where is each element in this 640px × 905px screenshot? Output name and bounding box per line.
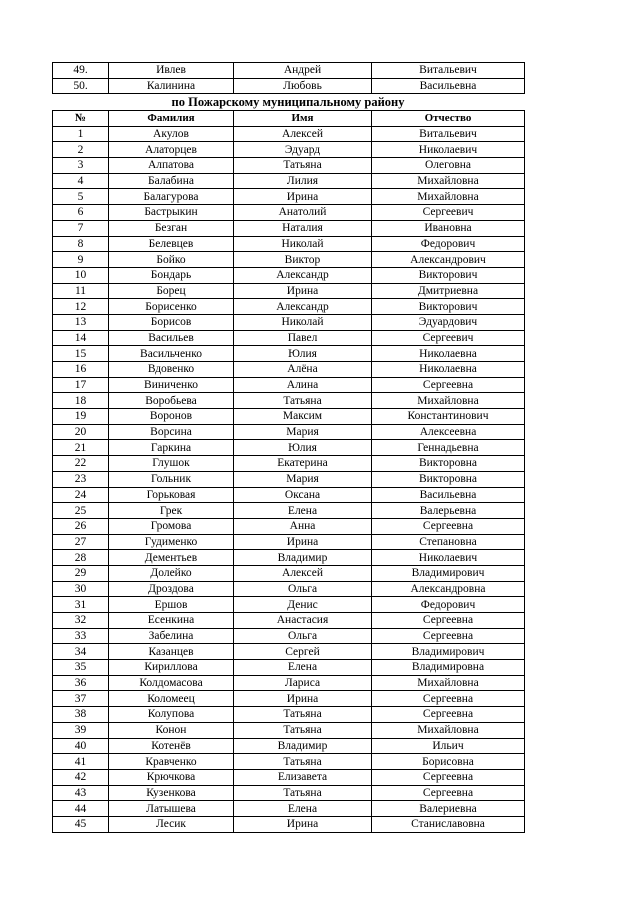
table-row [53,189,525,205]
cell-patronymic: Сергеевна [372,769,525,785]
cell-patronymic: Сергеевна [372,518,525,534]
cell-patronymic: Владимировна [372,660,525,676]
cell-surname: Крючкова [109,769,234,785]
cell-number: 50. [53,78,109,94]
cell-surname: Конон [109,722,234,738]
cell-surname: Котенёв [109,738,234,754]
cell-name: Максим [234,409,372,425]
cell-surname: Борисенко [109,299,234,315]
cell-patronymic: Михайловна [372,675,525,691]
cell-patronymic: Сергеевна [372,785,525,801]
table-row [53,346,525,362]
cell-patronymic: Сергеевна [372,628,525,644]
cell-name: Татьяна [234,393,372,409]
cell-name: Елена [234,801,372,817]
table-row [53,722,525,738]
cell-name: Татьяна [234,722,372,738]
table-row [53,126,525,142]
header-number: № [53,111,109,127]
cell-number: 38 [53,707,109,723]
cell-name: Ирина [234,816,372,832]
cell-surname: Балагурова [109,189,234,205]
cell-patronymic: Николаевна [372,346,525,362]
cell-number: 16 [53,362,109,378]
cell-number: 2 [53,142,109,158]
table-row [53,314,525,330]
section-title: по Пожарскому муниципальному району [171,95,405,109]
cell-surname: Колдомасова [109,675,234,691]
cell-number: 3 [53,158,109,174]
cell-number: 18 [53,393,109,409]
cell-surname: Акулов [109,126,234,142]
table-row [53,738,525,754]
cell-number: 39 [53,722,109,738]
table-row [53,267,525,283]
header-patronymic: Отчество [372,111,525,127]
cell-name: Эдуард [234,142,372,158]
table-row [53,707,525,723]
cell-number: 23 [53,471,109,487]
cell-number: 27 [53,534,109,550]
cell-number: 12 [53,299,109,315]
table-row [53,691,525,707]
cell-number: 13 [53,314,109,330]
cell-patronymic: Сергеевна [372,707,525,723]
cell-patronymic: Сергеевна [372,691,525,707]
cell-patronymic: Борисовна [372,754,525,770]
cell-number: 31 [53,597,109,613]
table-row [53,550,525,566]
cell-patronymic: Константинович [372,409,525,425]
cell-patronymic: Витальевич [372,126,525,142]
cell-name: Алексей [234,565,372,581]
cell-surname: Ворсина [109,424,234,440]
cell-patronymic: Сергеевна [372,613,525,629]
cell-number: 43 [53,785,109,801]
cell-name: Николай [234,314,372,330]
cell-name: Елена [234,660,372,676]
cell-surname: Бастрыкин [109,205,234,221]
table-row [53,487,525,503]
table-row [53,471,525,487]
cell-name: Сергей [234,644,372,660]
cell-surname: Грек [109,503,234,519]
cell-number: 22 [53,456,109,472]
table-header-row [53,111,525,127]
cell-surname: Васильев [109,330,234,346]
cell-name: Любовь [234,78,372,94]
cell-surname: Колупова [109,707,234,723]
cell-number: 32 [53,613,109,629]
table-row [53,330,525,346]
cell-surname: Безган [109,220,234,236]
cell-surname: Воронов [109,409,234,425]
cell-patronymic: Степановна [372,534,525,550]
cell-number: 30 [53,581,109,597]
cell-name: Юлия [234,346,372,362]
cell-number: 41 [53,754,109,770]
cell-name: Анна [234,518,372,534]
cell-number: 21 [53,440,109,456]
cell-name: Мария [234,471,372,487]
cell-number: 34 [53,644,109,660]
cell-surname: Гольник [109,471,234,487]
cell-number: 7 [53,220,109,236]
cell-patronymic: Ивановна [372,220,525,236]
cell-surname: Гаркина [109,440,234,456]
cell-number: 26 [53,518,109,534]
cell-patronymic: Викторович [372,267,525,283]
cell-number: 24 [53,487,109,503]
cell-number: 42 [53,769,109,785]
cell-patronymic: Геннадьевна [372,440,525,456]
cell-number: 20 [53,424,109,440]
cell-surname: Балабина [109,173,234,189]
cell-surname: Борисов [109,314,234,330]
table-row [53,424,525,440]
cell-name: Наталия [234,220,372,236]
cell-name: Татьяна [234,754,372,770]
cell-number: 1 [53,126,109,142]
cell-patronymic: Николаевна [372,362,525,378]
cell-name: Алёна [234,362,372,378]
cell-patronymic: Викторовна [372,456,525,472]
table-row [53,173,525,189]
cell-surname: Громова [109,518,234,534]
cell-patronymic: Михайловна [372,173,525,189]
table-row [53,142,525,158]
table-row [53,644,525,660]
cell-surname: Васильченко [109,346,234,362]
cell-patronymic: Валерьевна [372,503,525,519]
table-row [53,236,525,252]
cell-surname: Есенкина [109,613,234,629]
cell-surname: Воробьева [109,393,234,409]
cell-name: Александр [234,299,372,315]
cell-number: 45 [53,816,109,832]
cell-surname: Алпатова [109,158,234,174]
cell-number: 44 [53,801,109,817]
cell-patronymic: Владимирович [372,644,525,660]
table-row [53,393,525,409]
table-row [53,409,525,425]
cell-surname: Бойко [109,252,234,268]
cell-patronymic: Алексеевна [372,424,525,440]
cell-name: Андрей [234,63,372,79]
cell-patronymic: Дмитриевна [372,283,525,299]
cell-surname: Коломеец [109,691,234,707]
cell-number: 15 [53,346,109,362]
cell-surname: Белевцев [109,236,234,252]
cell-name: Мария [234,424,372,440]
cell-surname: Дементьев [109,550,234,566]
cell-patronymic: Станиславовна [372,816,525,832]
cell-surname: Лесик [109,816,234,832]
cell-surname: Глушок [109,456,234,472]
table-row [53,362,525,378]
table-row [53,440,525,456]
cell-patronymic: Федорович [372,236,525,252]
table-row [53,299,525,315]
cell-patronymic: Сергеевич [372,205,525,221]
cell-number: 28 [53,550,109,566]
cell-surname: Дроздова [109,581,234,597]
table-row [53,283,525,299]
cell-surname: Виниченко [109,377,234,393]
cell-name: Алина [234,377,372,393]
cell-surname: Кириллова [109,660,234,676]
cell-patronymic: Витальевич [372,63,525,79]
table-row [53,220,525,236]
cell-surname: Кузенкова [109,785,234,801]
cell-patronymic: Николаевич [372,550,525,566]
table-row [53,769,525,785]
cell-surname: Ершов [109,597,234,613]
cell-surname: Кравченко [109,754,234,770]
cell-patronymic: Валериевна [372,801,525,817]
cell-number: 29 [53,565,109,581]
table-row [53,613,525,629]
cell-surname: Вдовенко [109,362,234,378]
cell-patronymic: Олеговна [372,158,525,174]
cell-patronymic: Федорович [372,597,525,613]
cell-name: Елизавета [234,769,372,785]
table-row [53,565,525,581]
table-row [53,660,525,676]
cell-number: 11 [53,283,109,299]
cell-surname: Забелина [109,628,234,644]
cell-number: 49. [53,63,109,79]
cell-patronymic: Николаевич [372,142,525,158]
candidates-table [52,110,525,833]
cell-number: 14 [53,330,109,346]
table-row [53,63,525,79]
cell-name: Ирина [234,534,372,550]
cell-name: Алексей [234,126,372,142]
table-row [53,534,525,550]
cell-patronymic: Владимирович [372,565,525,581]
cell-name: Ирина [234,283,372,299]
cell-name: Виктор [234,252,372,268]
table-row [53,205,525,221]
cell-name: Татьяна [234,785,372,801]
cell-name: Екатерина [234,456,372,472]
header-surname: Фамилия [109,111,234,127]
cell-name: Юлия [234,440,372,456]
cell-name: Николай [234,236,372,252]
table-row [53,252,525,268]
cell-number: 25 [53,503,109,519]
table-row [53,518,525,534]
cell-name: Татьяна [234,707,372,723]
table-row [53,581,525,597]
cell-surname: Бондарь [109,267,234,283]
table-row [53,597,525,613]
cell-name: Анастасия [234,613,372,629]
table-row [53,158,525,174]
table-row [53,628,525,644]
cell-patronymic: Александровна [372,581,525,597]
table-row [53,503,525,519]
cell-surname: Ивлев [109,63,234,79]
cell-name: Владимир [234,738,372,754]
cell-surname: Латышева [109,801,234,817]
previous-section-table [52,62,525,94]
cell-name: Лилия [234,173,372,189]
table-row [53,785,525,801]
cell-name: Лариса [234,675,372,691]
table-row [53,754,525,770]
cell-name: Ирина [234,691,372,707]
cell-surname: Калинина [109,78,234,94]
cell-number: 17 [53,377,109,393]
cell-number: 9 [53,252,109,268]
table-row [53,801,525,817]
cell-patronymic: Михайловна [372,189,525,205]
cell-number: 8 [53,236,109,252]
cell-name: Елена [234,503,372,519]
cell-name: Ирина [234,189,372,205]
cell-patronymic: Михайловна [372,722,525,738]
cell-name: Владимир [234,550,372,566]
cell-number: 10 [53,267,109,283]
cell-name: Оксана [234,487,372,503]
cell-patronymic: Александрович [372,252,525,268]
cell-number: 6 [53,205,109,221]
cell-number: 5 [53,189,109,205]
table-row [53,675,525,691]
cell-number: 33 [53,628,109,644]
cell-patronymic: Васильевна [372,487,525,503]
cell-name: Ольга [234,628,372,644]
cell-patronymic: Васильевна [372,78,525,94]
cell-patronymic: Ильич [372,738,525,754]
cell-name: Павел [234,330,372,346]
table-row [53,816,525,832]
cell-name: Александр [234,267,372,283]
cell-number: 19 [53,409,109,425]
table-row [53,456,525,472]
cell-surname: Алаторцев [109,142,234,158]
cell-number: 36 [53,675,109,691]
table-row [53,78,525,94]
cell-number: 4 [53,173,109,189]
cell-patronymic: Сергеевна [372,377,525,393]
cell-patronymic: Викторович [372,299,525,315]
cell-number: 37 [53,691,109,707]
cell-surname: Долейко [109,565,234,581]
cell-number: 35 [53,660,109,676]
cell-surname: Гудименко [109,534,234,550]
cell-surname: Казанцев [109,644,234,660]
header-name: Имя [234,111,372,127]
cell-patronymic: Эдуардович [372,314,525,330]
cell-name: Татьяна [234,158,372,174]
cell-surname: Борец [109,283,234,299]
cell-patronymic: Сергеевич [372,330,525,346]
cell-patronymic: Михайловна [372,393,525,409]
table-row [53,377,525,393]
cell-surname: Горьковая [109,487,234,503]
cell-name: Анатолий [234,205,372,221]
cell-name: Ольга [234,581,372,597]
cell-number: 40 [53,738,109,754]
cell-patronymic: Викторовна [372,471,525,487]
cell-name: Денис [234,597,372,613]
